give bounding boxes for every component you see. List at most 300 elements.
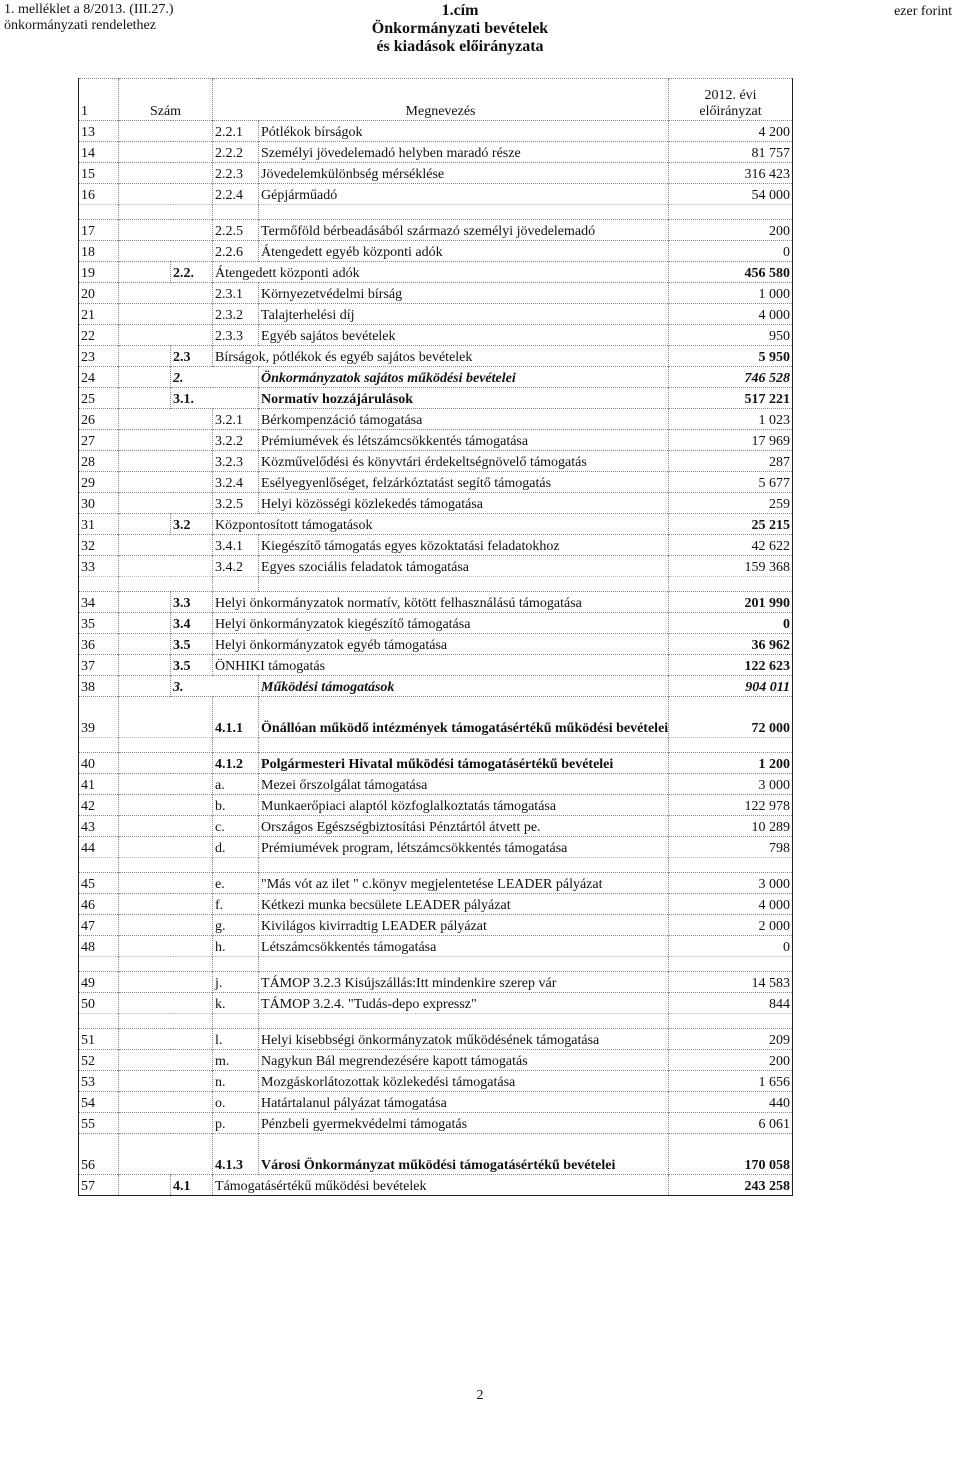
table-row: [79, 894, 793, 915]
row-code: 3.4.2: [213, 556, 259, 577]
table-row: [79, 1134, 793, 1175]
row-spacer: [119, 262, 171, 283]
row-code: 4.1.3: [213, 1134, 259, 1175]
table-row: [79, 795, 793, 816]
gap-cell: [213, 205, 259, 220]
row-spacer: [171, 493, 213, 514]
row-label: Helyi kisebbségi önkormányzatok működésének támogatása: [259, 1029, 669, 1050]
table-row: [79, 753, 793, 774]
row-spacer: [119, 655, 171, 676]
row-code: 2.: [171, 367, 259, 388]
row-code: 4.1: [171, 1175, 213, 1196]
row-spacer: [119, 993, 171, 1014]
row-number: 37: [79, 655, 119, 676]
row-spacer: [119, 873, 171, 894]
gap-cell: [171, 205, 213, 220]
row-label: Országos Egészségbiztosítási Pénztártól átvett pe.: [259, 816, 669, 837]
gap-cell: [171, 577, 213, 592]
row-label: Kivilágos kivirradtig LEADER pályázat: [259, 915, 669, 936]
row-spacer: [171, 163, 213, 184]
row-gap: [79, 205, 793, 220]
row-number: 44: [79, 837, 119, 858]
gap-cell: [259, 738, 669, 753]
row-label: Helyi önkormányzatok egyéb támogatása: [213, 634, 669, 655]
row-spacer: [119, 346, 171, 367]
row-spacer: [171, 1113, 213, 1134]
row-number: 36: [79, 634, 119, 655]
row-value: 36 962: [669, 634, 793, 655]
row-spacer: [171, 894, 213, 915]
table-row: [79, 972, 793, 993]
table-row: [79, 1113, 793, 1134]
gap-cell: [79, 205, 119, 220]
table-row: [79, 837, 793, 858]
row-spacer: [119, 753, 171, 774]
row-spacer: [119, 774, 171, 795]
row-number: 24: [79, 367, 119, 388]
row-value: 5 677: [669, 472, 793, 493]
row-spacer: [119, 1134, 171, 1175]
row-spacer: [171, 795, 213, 816]
row-label: Támogatásértékű működési bevételek: [213, 1175, 669, 1196]
title-line-2: Önkormányzati bevételek: [371, 20, 549, 37]
row-code: p.: [213, 1113, 259, 1134]
row-label: Normatív hozzájárulások: [259, 388, 669, 409]
page-number: 2: [476, 1388, 484, 1403]
table-row: [79, 873, 793, 894]
gap-cell: [259, 205, 669, 220]
row-spacer: [119, 1029, 171, 1050]
row-label: Prémiumévek és létszámcsökkentés támogatása: [259, 430, 669, 451]
row-spacer: [119, 592, 171, 613]
row-code: 2.3.2: [213, 304, 259, 325]
row-code: 2.3.1: [213, 283, 259, 304]
table-row: [79, 774, 793, 795]
regulation-line-1: 1. melléklet a 8/2013. (III.27.): [4, 2, 174, 17]
row-number: 55: [79, 1113, 119, 1134]
row-value: 517 221: [669, 388, 793, 409]
row-number: 42: [79, 795, 119, 816]
row-label: Helyi önkormányzatok normatív, kötött felhasználású támogatása: [213, 592, 669, 613]
row-value: 6 061: [669, 1113, 793, 1134]
row-spacer: [171, 753, 213, 774]
row-number: 21: [79, 304, 119, 325]
row-number: 26: [79, 409, 119, 430]
row-code: m.: [213, 1050, 259, 1071]
row-spacer: [119, 121, 171, 142]
row-spacer: [119, 613, 171, 634]
row-label: Átengedett egyéb központi adók: [259, 241, 669, 262]
table-header: [79, 79, 793, 121]
row-label: Mezei őrszolgálat támogatása: [259, 774, 669, 795]
gap-cell: [171, 1014, 213, 1029]
row-spacer: [119, 241, 171, 262]
row-code: 3.3: [171, 592, 213, 613]
row-code: g.: [213, 915, 259, 936]
table-row: [79, 993, 793, 1014]
row-spacer: [171, 816, 213, 837]
row-value: 54 000: [669, 184, 793, 205]
row-spacer: [171, 220, 213, 241]
row-code: 2.3: [171, 346, 213, 367]
row-label: Környezetvédelmi bírság: [259, 283, 669, 304]
row-label: Kiegészítő támogatás egyes közoktatási feladatokhoz: [259, 535, 669, 556]
row-code: 3.2: [171, 514, 213, 535]
row-value: 904 011: [669, 676, 793, 697]
row-spacer: [119, 514, 171, 535]
row-label: Polgármesteri Hivatal működési támogatásértékű bevételei: [259, 753, 669, 774]
table-row: [79, 556, 793, 577]
gap-cell: [669, 957, 793, 972]
row-number: 28: [79, 451, 119, 472]
table-row: [79, 676, 793, 697]
row-spacer: [171, 774, 213, 795]
unit-label: ezer forint: [894, 4, 952, 19]
table-row: [79, 241, 793, 262]
row-code: c.: [213, 816, 259, 837]
row-number: 43: [79, 816, 119, 837]
row-value: 122 623: [669, 655, 793, 676]
row-spacer: [119, 184, 171, 205]
row-code: h.: [213, 936, 259, 957]
row-spacer: [119, 163, 171, 184]
row-code: a.: [213, 774, 259, 795]
row-number: 41: [79, 774, 119, 795]
gap-cell: [213, 957, 259, 972]
gap-cell: [79, 858, 119, 873]
row-value: 4 200: [669, 121, 793, 142]
row-number: 25: [79, 388, 119, 409]
row-value: 456 580: [669, 262, 793, 283]
row-code: 3.1.: [171, 388, 259, 409]
gap-cell: [119, 858, 171, 873]
row-label: TÁMOP 3.2.3 Kisújszállás:Itt mindenkire szerep vár: [259, 972, 669, 993]
row-spacer: [171, 184, 213, 205]
row-label: Bírságok, pótlékok és egyéb sajátos bevételek: [213, 346, 669, 367]
row-code: o.: [213, 1092, 259, 1113]
table-row: [79, 220, 793, 241]
gap-cell: [119, 1014, 171, 1029]
row-label: Termőföld bérbeadásából származó személyi jövedelemadó: [259, 220, 669, 241]
gap-cell: [259, 957, 669, 972]
row-number: 53: [79, 1071, 119, 1092]
gap-cell: [119, 738, 171, 753]
header-row-number: 1: [79, 79, 119, 121]
gap-cell: [119, 205, 171, 220]
row-spacer: [119, 676, 171, 697]
row-value: 3 000: [669, 873, 793, 894]
row-gap: [79, 738, 793, 753]
row-spacer: [171, 409, 213, 430]
table-row: [79, 514, 793, 535]
row-code: 2.2.6: [213, 241, 259, 262]
row-spacer: [171, 472, 213, 493]
row-label: Önkormányzatok sajátos működési bevételei: [259, 367, 669, 388]
row-label: Közművelődési és könyvtári érdekeltségnövelő támogatás: [259, 451, 669, 472]
row-number: 38: [79, 676, 119, 697]
row-code: 3.2.5: [213, 493, 259, 514]
row-number: 29: [79, 472, 119, 493]
row-value: 25 215: [669, 514, 793, 535]
row-number: 22: [79, 325, 119, 346]
table-row: [79, 535, 793, 556]
row-value: 844: [669, 993, 793, 1014]
row-label: Egyéb sajátos bevételek: [259, 325, 669, 346]
row-label: Munkaerőpiaci alaptól közfoglalkoztatás támogatása: [259, 795, 669, 816]
table-row: [79, 304, 793, 325]
row-spacer: [171, 936, 213, 957]
gap-cell: [119, 957, 171, 972]
table-row: [79, 936, 793, 957]
row-number: 45: [79, 873, 119, 894]
row-spacer: [119, 915, 171, 936]
row-spacer: [171, 1050, 213, 1071]
row-number: 32: [79, 535, 119, 556]
row-value: 200: [669, 1050, 793, 1071]
row-code: d.: [213, 837, 259, 858]
row-code: 3.4.1: [213, 535, 259, 556]
row-code: 3.2.2: [213, 430, 259, 451]
row-code: 2.3.3: [213, 325, 259, 346]
row-label: Nagykun Bál megrendezésére kapott támogatás: [259, 1050, 669, 1071]
gap-cell: [669, 577, 793, 592]
row-code: l.: [213, 1029, 259, 1050]
row-code: 2.2.4: [213, 184, 259, 205]
row-spacer: [119, 556, 171, 577]
row-number: 33: [79, 556, 119, 577]
row-code: 2.2.: [171, 262, 213, 283]
page-title: [310, 2, 610, 56]
row-label: ÖNHIKI támogatás: [213, 655, 669, 676]
row-label: Bérkompenzáció támogatása: [259, 409, 669, 430]
row-spacer: [119, 1071, 171, 1092]
table-row: [79, 1029, 793, 1050]
gap-cell: [213, 738, 259, 753]
gap-cell: [669, 205, 793, 220]
row-number: 23: [79, 346, 119, 367]
row-value: 4 000: [669, 894, 793, 915]
row-spacer: [119, 283, 171, 304]
row-spacer: [119, 816, 171, 837]
table-row: [79, 592, 793, 613]
row-code: 3.5: [171, 655, 213, 676]
table-row: [79, 121, 793, 142]
row-number: 18: [79, 241, 119, 262]
row-label: Pótlékok bírságok: [259, 121, 669, 142]
row-value: 5 950: [669, 346, 793, 367]
header-eloiranyzat: [669, 79, 793, 121]
row-spacer: [119, 451, 171, 472]
row-number: 54: [79, 1092, 119, 1113]
row-spacer: [171, 451, 213, 472]
table-row: [79, 493, 793, 514]
row-value: 170 058: [669, 1134, 793, 1175]
row-number: 47: [79, 915, 119, 936]
row-label: Egyes szociális feladatok támogatása: [259, 556, 669, 577]
row-code: 4.1.2: [213, 753, 259, 774]
row-spacer: [119, 894, 171, 915]
table-row: [79, 816, 793, 837]
row-value: 243 258: [669, 1175, 793, 1196]
gap-cell: [171, 858, 213, 873]
row-label: Városi Önkormányzat működési támogatásértékű bevételei: [259, 1134, 669, 1175]
row-code: 2.2.3: [213, 163, 259, 184]
row-number: 27: [79, 430, 119, 451]
row-code: 2.2.5: [213, 220, 259, 241]
row-number: 16: [79, 184, 119, 205]
table-row: [79, 430, 793, 451]
row-spacer: [119, 837, 171, 858]
table-row: [79, 142, 793, 163]
row-value: 72 000: [669, 697, 793, 738]
row-spacer: [171, 535, 213, 556]
table-row: [79, 1050, 793, 1071]
row-gap: [79, 1014, 793, 1029]
gap-cell: [259, 577, 669, 592]
row-number: 46: [79, 894, 119, 915]
row-label: Átengedett központi adók: [213, 262, 669, 283]
row-spacer: [171, 837, 213, 858]
row-value: 0: [669, 936, 793, 957]
row-code: b.: [213, 795, 259, 816]
row-value: 17 969: [669, 430, 793, 451]
row-code: 3.: [171, 676, 259, 697]
row-spacer: [119, 409, 171, 430]
row-number: 39: [79, 697, 119, 738]
table-row: [79, 1092, 793, 1113]
row-label: Prémiumévek program, létszámcsökkentés támogatása: [259, 837, 669, 858]
gap-cell: [213, 1014, 259, 1029]
row-number: 19: [79, 262, 119, 283]
gap-cell: [171, 738, 213, 753]
row-label: Talajterhelési díj: [259, 304, 669, 325]
row-spacer: [171, 873, 213, 894]
row-number: 40: [79, 753, 119, 774]
gap-cell: [259, 858, 669, 873]
row-spacer: [171, 972, 213, 993]
row-spacer: [119, 142, 171, 163]
row-code: e.: [213, 873, 259, 894]
row-value: 122 978: [669, 795, 793, 816]
row-number: 15: [79, 163, 119, 184]
row-spacer: [171, 556, 213, 577]
row-label: Pénzbeli gyermekvédelmi támogatás: [259, 1113, 669, 1134]
table-row: [79, 409, 793, 430]
row-label: Önállóan működő intézmények támogatásértékű működési bevételei: [259, 697, 669, 738]
row-number: 50: [79, 993, 119, 1014]
row-number: 48: [79, 936, 119, 957]
row-spacer: [171, 1071, 213, 1092]
table-row: [79, 163, 793, 184]
row-number: 57: [79, 1175, 119, 1196]
row-spacer: [171, 325, 213, 346]
row-code: 2.2.2: [213, 142, 259, 163]
row-spacer: [171, 1134, 213, 1175]
row-value: 14 583: [669, 972, 793, 993]
row-value: 1 000: [669, 283, 793, 304]
gap-cell: [259, 1014, 669, 1029]
row-number: 20: [79, 283, 119, 304]
row-value: 3 000: [669, 774, 793, 795]
row-value: 159 368: [669, 556, 793, 577]
table-row: [79, 697, 793, 738]
row-value: 200: [669, 220, 793, 241]
gap-cell: [79, 1014, 119, 1029]
row-spacer: [119, 936, 171, 957]
header-eloiranyzat-label: előirányzat: [699, 104, 762, 119]
row-spacer: [119, 493, 171, 514]
row-spacer: [171, 304, 213, 325]
row-code: 3.2.4: [213, 472, 259, 493]
row-value: 259: [669, 493, 793, 514]
row-label: Helyi közösségi közlekedés támogatása: [259, 493, 669, 514]
row-spacer: [171, 915, 213, 936]
row-value: 0: [669, 241, 793, 262]
row-label: Kétkezi munka becsülete LEADER pályázat: [259, 894, 669, 915]
row-value: 42 622: [669, 535, 793, 556]
budget-table: [78, 78, 793, 1196]
row-number: 52: [79, 1050, 119, 1071]
table-row: [79, 1071, 793, 1092]
row-spacer: [119, 430, 171, 451]
header-year: 2012. évi: [704, 88, 757, 103]
table-row: [79, 1175, 793, 1196]
row-number: 56: [79, 1134, 119, 1175]
row-spacer: [119, 304, 171, 325]
row-value: 2 000: [669, 915, 793, 936]
row-gap: [79, 957, 793, 972]
row-label: Központosított támogatások: [213, 514, 669, 535]
row-code: 3.5: [171, 634, 213, 655]
row-gap: [79, 858, 793, 873]
gap-cell: [119, 577, 171, 592]
row-value: 950: [669, 325, 793, 346]
row-label: Személyi jövedelemadó helyben maradó része: [259, 142, 669, 163]
row-value: 10 289: [669, 816, 793, 837]
row-value: 1 200: [669, 753, 793, 774]
row-code: j.: [213, 972, 259, 993]
row-spacer: [171, 241, 213, 262]
row-code: k.: [213, 993, 259, 1014]
table-row: [79, 283, 793, 304]
table-row: [79, 451, 793, 472]
row-code: 3.4: [171, 613, 213, 634]
row-number: 14: [79, 142, 119, 163]
row-spacer: [171, 121, 213, 142]
regulation-line-2: önkormányzati rendelethez: [4, 18, 156, 33]
gap-cell: [79, 957, 119, 972]
row-spacer: [119, 367, 171, 388]
row-label: Gépjárműadó: [259, 184, 669, 205]
gap-cell: [79, 738, 119, 753]
gap-cell: [669, 738, 793, 753]
row-spacer: [171, 430, 213, 451]
gap-cell: [213, 577, 259, 592]
row-label: Határtalanul pályázat támogatása: [259, 1092, 669, 1113]
row-spacer: [171, 697, 213, 738]
row-value: 0: [669, 613, 793, 634]
table-row: [79, 346, 793, 367]
row-spacer: [171, 283, 213, 304]
row-number: 51: [79, 1029, 119, 1050]
row-value: 81 757: [669, 142, 793, 163]
row-label: Helyi önkormányzatok kiegészítő támogatása: [213, 613, 669, 634]
regulation-reference: [4, 2, 174, 34]
table-row: [79, 915, 793, 936]
row-code: 4.1.1: [213, 697, 259, 738]
header-megnevezes: Megnevezés: [213, 79, 669, 121]
table-row: [79, 388, 793, 409]
